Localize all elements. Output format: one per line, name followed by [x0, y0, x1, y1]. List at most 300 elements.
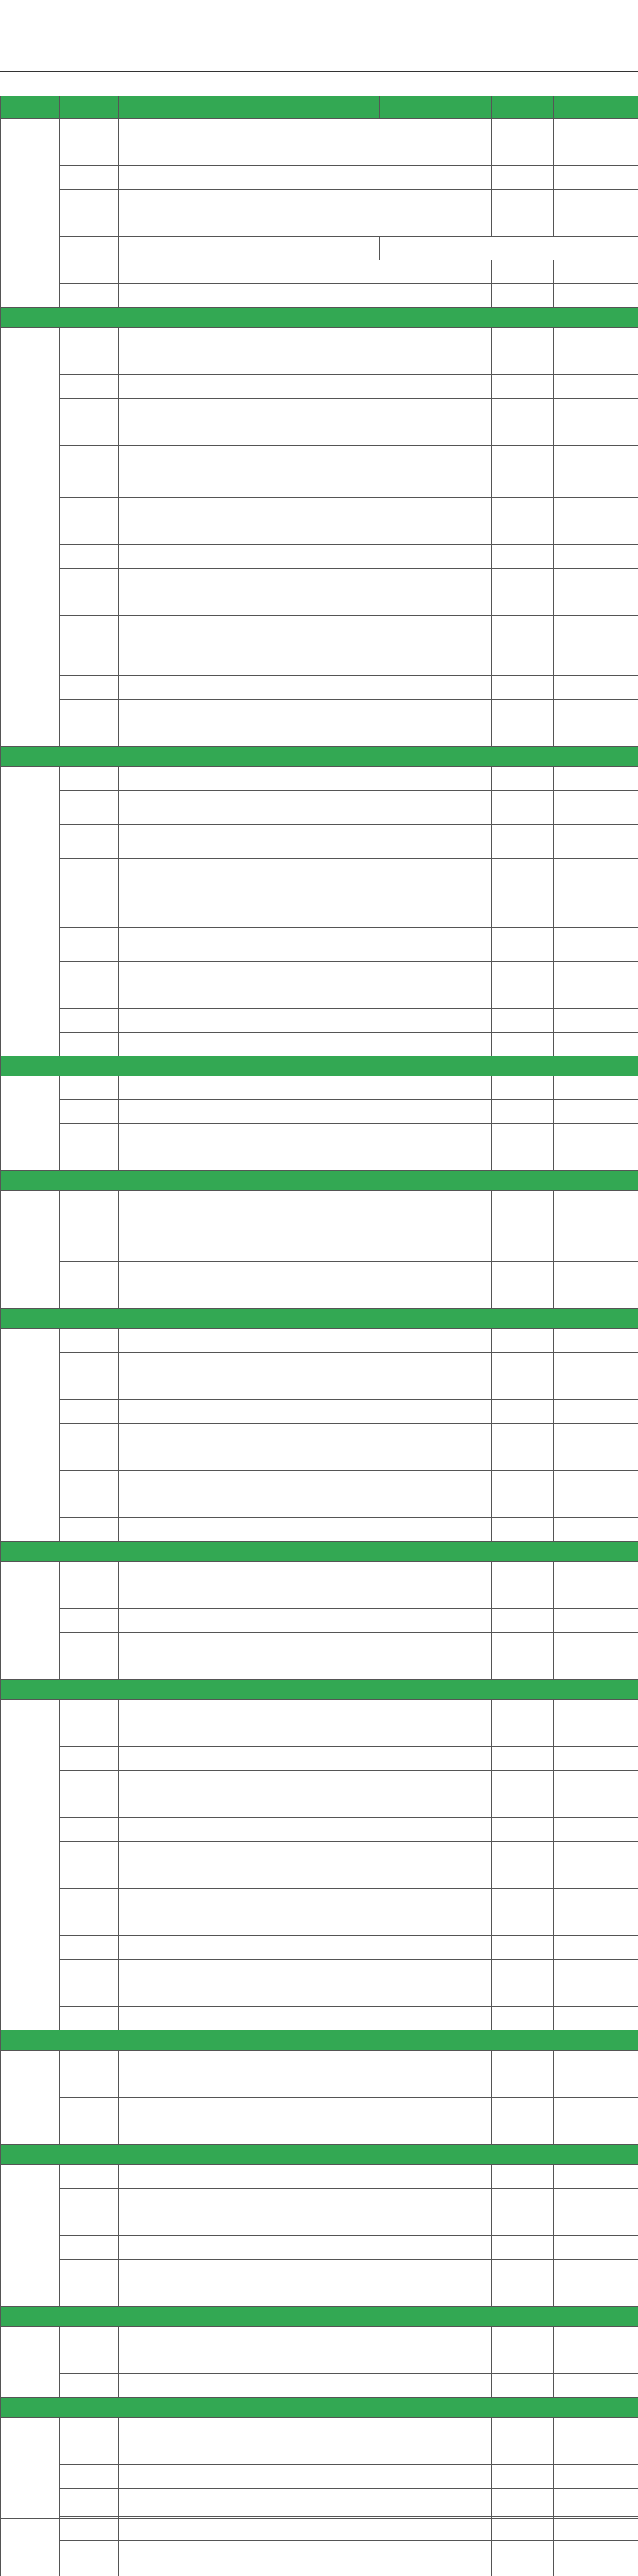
green-shell-price — [344, 351, 492, 375]
phone-number[interactable] — [232, 142, 344, 166]
contact-name — [119, 985, 232, 1009]
phone-number[interactable] — [232, 2165, 344, 2189]
white-shell-price — [554, 700, 638, 723]
mixed-shell-price — [492, 893, 554, 928]
white-shell-price — [554, 1376, 638, 1400]
mixed-shell-price — [492, 592, 554, 616]
table-row — [1, 422, 638, 446]
white-shell-price — [554, 1562, 638, 1585]
white-shell-price — [554, 446, 638, 469]
city-cell — [60, 1983, 119, 2007]
phone-number[interactable] — [232, 676, 344, 700]
contact-name — [119, 2350, 232, 2374]
phone-number[interactable] — [232, 1262, 344, 1285]
mixed-shell-price — [492, 2489, 554, 2517]
mixed-shell-price — [492, 2327, 554, 2350]
header-updated — [554, 96, 638, 119]
green-shell-price — [344, 1214, 492, 1238]
table-row — [1, 2074, 638, 2098]
contact-name — [119, 2212, 232, 2236]
phone-number[interactable] — [232, 213, 344, 237]
city-cell — [60, 1912, 119, 1936]
green-shell-price — [344, 2189, 492, 2212]
green-shell-price — [344, 399, 492, 422]
contact-name — [119, 2098, 232, 2121]
follow-banner-text — [1, 1056, 638, 1076]
white-shell-price — [554, 1771, 638, 1794]
mixed-shell-price — [492, 1214, 554, 1238]
green-shell-price — [344, 2121, 492, 2145]
white-shell-price — [554, 2212, 638, 2236]
table-row — [1, 2441, 638, 2465]
phone-number[interactable] — [232, 1329, 344, 1353]
contact-name — [119, 213, 232, 237]
green-shell-price — [344, 1100, 492, 1124]
contact-name — [119, 469, 232, 498]
contact-name — [119, 1700, 232, 1723]
mixed-shell-price — [492, 1842, 554, 1865]
white-shell-price — [554, 1818, 638, 1842]
phone-number[interactable] — [232, 1700, 344, 1723]
phone-number[interactable] — [232, 1562, 344, 1585]
mixed-shell-price — [492, 260, 554, 284]
mixed-shell-price — [492, 962, 554, 985]
green-shell-price — [344, 1960, 492, 1983]
contact-name — [119, 498, 232, 521]
green-shell-price — [344, 1376, 492, 1400]
green-shell-price — [344, 616, 492, 639]
mixed-shell-price — [492, 1960, 554, 1983]
white-shell-price — [554, 2189, 638, 2212]
phone-number[interactable] — [232, 2489, 344, 2517]
phone-number[interactable] — [232, 2418, 344, 2441]
follow-banner-text — [1, 2145, 638, 2165]
mixed-shell-price — [492, 1609, 554, 1633]
green-shell-price — [344, 962, 492, 985]
table-row — [1, 2418, 638, 2441]
city-cell — [60, 723, 119, 747]
green-shell-price — [344, 1723, 492, 1747]
green-shell-price — [344, 2327, 492, 2350]
phone-number[interactable] — [232, 1238, 344, 1262]
table-row — [1, 2374, 638, 2398]
white-shell-price — [554, 119, 638, 142]
mixed-shell-price — [492, 859, 554, 893]
contact-name — [119, 1285, 232, 1309]
contact-name — [119, 1960, 232, 1983]
phone-number[interactable] — [232, 2051, 344, 2074]
table-row — [1, 676, 638, 700]
white-shell-price — [554, 569, 638, 592]
phone-number[interactable] — [232, 399, 344, 422]
phone-number[interactable] — [232, 2212, 344, 2236]
white-shell-price — [554, 328, 638, 351]
phone-number[interactable] — [232, 469, 344, 498]
phone-number[interactable] — [232, 592, 344, 616]
city-cell — [60, 1842, 119, 1865]
follow-banner — [1, 2307, 638, 2327]
phone-number[interactable] — [232, 893, 344, 928]
phone-number[interactable] — [232, 375, 344, 399]
phone-number[interactable] — [232, 2098, 344, 2121]
city-cell — [60, 213, 119, 237]
phone-number[interactable] — [232, 521, 344, 545]
green-shell-price — [344, 2074, 492, 2098]
table-row — [1, 767, 638, 791]
mixed-shell-price — [492, 2051, 554, 2074]
phone-number[interactable] — [232, 2327, 344, 2350]
phone-number[interactable] — [232, 2465, 344, 2489]
phone-number[interactable] — [232, 2374, 344, 2398]
phone-number[interactable] — [232, 791, 344, 825]
phone-number[interactable] — [232, 2260, 344, 2283]
phone-number[interactable] — [232, 119, 344, 142]
phone-number[interactable] — [232, 639, 344, 676]
green-shell-price — [344, 1794, 492, 1818]
mixed-shell-price — [492, 1518, 554, 1542]
white-shell-price — [554, 1214, 638, 1238]
mixed-shell-price — [492, 1424, 554, 1447]
city-cell — [60, 119, 119, 142]
city-cell — [60, 2074, 119, 2098]
table-row — [1, 1747, 638, 1771]
green-shell-price — [344, 791, 492, 825]
contact-name — [119, 1865, 232, 1889]
phone-number[interactable] — [232, 1376, 344, 1400]
table-row — [1, 1447, 638, 1471]
table-row — [1, 985, 638, 1009]
white-shell-price — [554, 767, 638, 791]
province-cell — [1, 119, 60, 308]
white-shell-price — [554, 1842, 638, 1865]
contact-name — [119, 700, 232, 723]
green-shell-price — [344, 284, 492, 308]
green-shell-price — [344, 422, 492, 446]
phone-number[interactable] — [232, 1983, 344, 2007]
phone-number[interactable] — [232, 1009, 344, 1033]
phone-number[interactable] — [232, 1794, 344, 1818]
phone-number[interactable] — [232, 1518, 344, 1542]
contact-name — [119, 2418, 232, 2441]
green-shell-price — [344, 190, 492, 213]
phone-number[interactable] — [232, 260, 344, 284]
mixed-shell-price — [492, 446, 554, 469]
phone-number[interactable] — [232, 1447, 344, 1471]
contact-name — [119, 2465, 232, 2489]
phone-number[interactable] — [232, 1842, 344, 1865]
mixed-shell-price — [492, 422, 554, 446]
phone-number[interactable] — [232, 2441, 344, 2465]
city-cell — [60, 639, 119, 676]
mixed-shell-price — [492, 1818, 554, 1842]
mixed-shell-price — [492, 2212, 554, 2236]
mixed-shell-price — [492, 1747, 554, 1771]
phone-number[interactable] — [232, 351, 344, 375]
phone-number[interactable] — [232, 962, 344, 985]
white-shell-price — [554, 1147, 638, 1171]
contact-name — [119, 1633, 232, 1656]
phone-number[interactable] — [232, 1656, 344, 1680]
city-cell — [60, 2165, 119, 2189]
mixed-shell-price — [492, 1656, 554, 1680]
page-title — [0, 0, 638, 72]
white-shell-price — [554, 1494, 638, 1518]
city-cell — [60, 962, 119, 985]
phone-number[interactable] — [232, 237, 344, 260]
phone-number[interactable] — [232, 1353, 344, 1376]
city-cell — [60, 676, 119, 700]
green-shell-price — [344, 2489, 492, 2517]
white-shell-price — [554, 2283, 638, 2307]
phone-number[interactable] — [232, 1747, 344, 1771]
mixed-shell-price — [492, 1494, 554, 1518]
city-cell — [60, 825, 119, 859]
phone-number[interactable] — [232, 1147, 344, 1171]
phone-number[interactable] — [232, 1033, 344, 1056]
green-shell-price — [344, 1936, 492, 1960]
city-cell — [60, 237, 119, 260]
contact-name — [119, 1214, 232, 1238]
contact-name — [119, 1447, 232, 1471]
follow-banner-text — [1, 1171, 638, 1191]
phone-number[interactable] — [232, 825, 344, 859]
city-cell — [60, 521, 119, 545]
header-region — [1, 96, 60, 119]
phone-number[interactable] — [232, 1471, 344, 1494]
phone-number[interactable] — [232, 985, 344, 1009]
phone-number[interactable] — [232, 2074, 344, 2098]
table-row — [1, 893, 638, 928]
phone-number[interactable] — [232, 1400, 344, 1424]
phone-number[interactable] — [232, 1285, 344, 1309]
phone-number[interactable] — [232, 284, 344, 308]
mixed-shell-price — [492, 1100, 554, 1124]
phone-number[interactable] — [232, 1076, 344, 1100]
white-shell-price — [554, 2441, 638, 2465]
mixed-shell-price — [492, 1447, 554, 1471]
mixed-shell-price — [492, 1009, 554, 1033]
white-shell-price — [554, 676, 638, 700]
phone-number[interactable] — [232, 1960, 344, 1983]
green-shell-price — [344, 1609, 492, 1633]
city-cell — [60, 2189, 119, 2212]
mixed-shell-price — [492, 1471, 554, 1494]
white-shell-price — [554, 1865, 638, 1889]
white-shell-price — [554, 1009, 638, 1033]
white-shell-price — [554, 2418, 638, 2441]
phone-number[interactable] — [232, 166, 344, 190]
city-cell — [60, 1865, 119, 1889]
table-row — [1, 639, 638, 676]
province-cell — [1, 328, 60, 747]
contact-name — [119, 1191, 232, 1214]
white-shell-price — [554, 2350, 638, 2374]
table-row — [1, 1960, 638, 1983]
green-shell-price — [344, 569, 492, 592]
phone-number[interactable] — [232, 1424, 344, 1447]
city-cell — [60, 1609, 119, 1633]
phone-number[interactable] — [232, 569, 344, 592]
table-row — [1, 1700, 638, 1723]
green-shell-price — [344, 1447, 492, 1471]
follow-banner — [1, 2145, 638, 2165]
contact-name — [119, 2165, 232, 2189]
phone-number[interactable] — [232, 2121, 344, 2145]
phone-number[interactable] — [232, 190, 344, 213]
white-shell-price — [554, 1353, 638, 1376]
city-cell — [60, 1889, 119, 1912]
phone-number[interactable] — [232, 2189, 344, 2212]
follow-banner-text — [1, 2398, 638, 2418]
phone-number[interactable] — [232, 2350, 344, 2374]
mixed-shell-price — [492, 2007, 554, 2030]
city-cell — [60, 1100, 119, 1124]
white-shell-price — [554, 166, 638, 190]
green-shell-price — [344, 1585, 492, 1609]
city-cell — [60, 1124, 119, 1147]
green-shell-price — [344, 2350, 492, 2374]
table-row — [1, 1562, 638, 1585]
phone-number[interactable] — [232, 1585, 344, 1609]
green-shell-price — [344, 2441, 492, 2465]
green-shell-price — [344, 1262, 492, 1285]
province-cell — [1, 1191, 60, 1309]
city-cell — [60, 1329, 119, 1353]
contact-name — [119, 723, 232, 747]
phone-number[interactable] — [232, 2007, 344, 2030]
table-row — [1, 723, 638, 747]
phone-number[interactable] — [232, 1818, 344, 1842]
follow-banner — [1, 747, 638, 767]
phone-number[interactable] — [232, 1912, 344, 1936]
green-shell-price — [344, 1076, 492, 1100]
table-row — [1, 1076, 638, 1100]
mixed-shell-price — [492, 1723, 554, 1747]
contact-name — [119, 791, 232, 825]
mixed-shell-price — [492, 2283, 554, 2307]
white-shell-price — [554, 1609, 638, 1633]
white-shell-price — [554, 928, 638, 962]
green-shell-price — [344, 1889, 492, 1912]
table-row — [1, 1585, 638, 1609]
city-cell — [60, 592, 119, 616]
phone-number[interactable] — [232, 1889, 344, 1912]
white-shell-price — [554, 1100, 638, 1124]
phone-number[interactable] — [232, 1609, 344, 1633]
phone-number[interactable] — [232, 767, 344, 791]
city-cell — [60, 399, 119, 422]
contact-name — [119, 1842, 232, 1865]
contact-name — [119, 446, 232, 469]
mixed-shell-price — [492, 190, 554, 213]
contact-name — [119, 521, 232, 545]
phone-number[interactable] — [232, 1494, 344, 1518]
table-row — [1, 399, 638, 422]
phone-number[interactable] — [232, 859, 344, 893]
disclaimer — [0, 2518, 638, 2576]
contact-name — [119, 166, 232, 190]
white-shell-price — [554, 260, 638, 284]
contact-name — [119, 2189, 232, 2212]
white-shell-price — [554, 985, 638, 1009]
contact-name — [119, 1794, 232, 1818]
phone-number[interactable] — [232, 928, 344, 962]
contact-name — [119, 592, 232, 616]
green-shell-price — [344, 446, 492, 469]
phone-number[interactable] — [232, 1936, 344, 1960]
follow-banner-text — [1, 747, 638, 767]
contact-name — [119, 375, 232, 399]
table-row — [1, 1033, 638, 1056]
phone-number[interactable] — [232, 700, 344, 723]
phone-number[interactable] — [232, 1214, 344, 1238]
green-shell-price — [344, 1633, 492, 1656]
mixed-shell-price — [492, 399, 554, 422]
mixed-shell-price — [492, 2441, 554, 2465]
phone-number[interactable] — [232, 1191, 344, 1214]
white-shell-price — [554, 1983, 638, 2007]
phone-number[interactable] — [232, 545, 344, 569]
mixed-shell-price — [492, 723, 554, 747]
phone-number[interactable] — [232, 498, 344, 521]
green-shell-price — [344, 1400, 492, 1424]
phone-number[interactable] — [232, 2283, 344, 2307]
phone-number[interactable] — [232, 2236, 344, 2260]
phone-number[interactable] — [232, 1865, 344, 1889]
white-shell-price — [554, 1889, 638, 1912]
table-row — [1, 237, 638, 260]
green-shell-price — [344, 1700, 492, 1723]
green-shell-price — [344, 2283, 492, 2307]
city-cell — [60, 469, 119, 498]
contact-name — [119, 1983, 232, 2007]
contact-name — [119, 1585, 232, 1609]
green-shell-price — [344, 1471, 492, 1494]
mixed-shell-price — [492, 2074, 554, 2098]
city-cell — [60, 1447, 119, 1471]
phone-number[interactable] — [232, 328, 344, 351]
phone-number[interactable] — [232, 1771, 344, 1794]
phone-number[interactable] — [232, 1100, 344, 1124]
mixed-shell-price — [492, 767, 554, 791]
green-shell-price — [344, 2165, 492, 2189]
city-cell — [60, 1376, 119, 1400]
contact-name — [119, 2327, 232, 2350]
table-row — [1, 142, 638, 166]
phone-number[interactable] — [232, 1633, 344, 1656]
green-shell-price — [344, 498, 492, 521]
phone-number[interactable] — [232, 616, 344, 639]
province-cell — [1, 767, 60, 1056]
phone-number[interactable] — [232, 723, 344, 747]
mixed-shell-price — [492, 521, 554, 545]
city-cell — [60, 2374, 119, 2398]
phone-number[interactable] — [232, 446, 344, 469]
table-row — [1, 1983, 638, 2007]
follow-banner-text — [1, 1542, 638, 1562]
mixed-shell-price — [492, 469, 554, 498]
follow-banner-text — [1, 308, 638, 328]
phone-number[interactable] — [232, 422, 344, 446]
table-row — [1, 1238, 638, 1262]
contact-name — [119, 2007, 232, 2030]
phone-number[interactable] — [232, 1124, 344, 1147]
green-shell-price — [344, 237, 380, 260]
contact-name — [119, 2260, 232, 2283]
white-shell-price — [554, 639, 638, 676]
contact-name — [119, 351, 232, 375]
phone-number[interactable] — [232, 1723, 344, 1747]
